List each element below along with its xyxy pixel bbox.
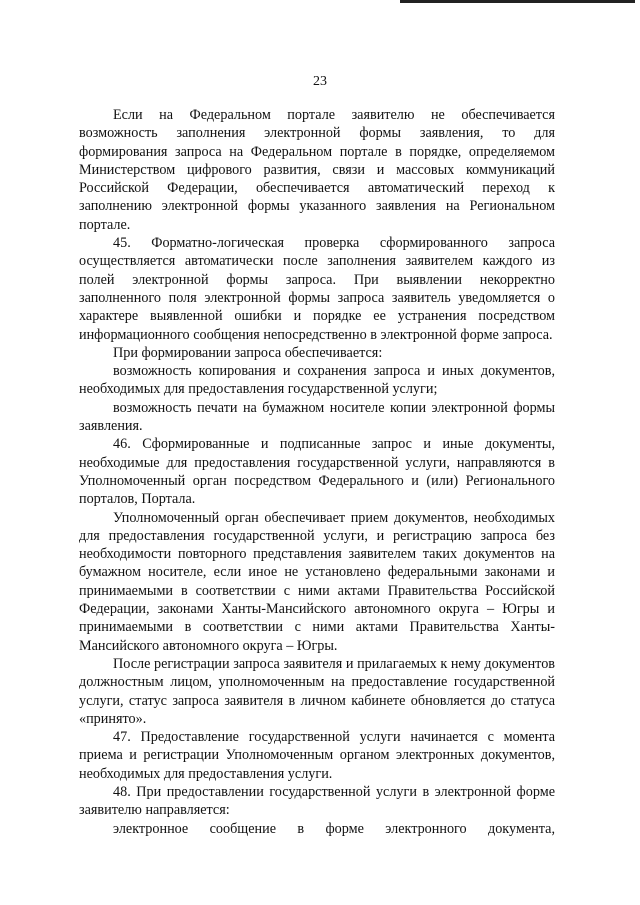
paragraph: При формировании запроса обеспечивается: bbox=[113, 344, 383, 361]
paragraph: возможность печати на бумажном носителе копии электронной формы заявления. bbox=[79, 399, 555, 435]
paragraph: Если на Федеральном портале заявителю не обеспечивается возможность заполнения электронной формы заявления, то для формирования запроса на Федеральном портале в порядке, определяемом Министерством цифрового развития, связи и массовых коммуникаций Российской Федерации, обеспечивается автоматический переход к заполнению электронной формы указанного заявления на Региональном портале. bbox=[79, 107, 555, 233]
paragraph: 46. Сформированные и подписанные запрос и иные документы, необходимые для предоставления государственной услуги, направляются в Уполномоченный орган посредством Федерального и (или) Регионального порталов, Портала. bbox=[79, 436, 555, 508]
paragraph: После регистрации запроса заявителя и прилагаемых к нему документов должностным лицом, уполномоченным на предоставление государственной услуги, статус запроса заявителя в личном кабинете обновляется до статуса «принято». bbox=[79, 655, 555, 727]
document-body bbox=[79, 106, 555, 838]
paragraph: 47. Предоставление государственной услуги начинается с момента приема и регистрации Уполномоченным органом электронных документов, необходимых для предоставления услуги. bbox=[79, 729, 555, 782]
paragraph: возможность копирования и сохранения запроса и иных документов, необходимых для предоставления государственной услуги; bbox=[79, 363, 555, 398]
paragraph: 48. При предоставлении государственной услуги в электронной форме заявителю направляется: bbox=[79, 783, 555, 819]
paragraph: электронное сообщение в форме электронного документа, bbox=[113, 820, 555, 837]
page-number: 23 bbox=[313, 74, 327, 89]
paragraph: Уполномоченный орган обеспечивает прием документов, необходимых для предоставления государственной услуги, и регистрацию запроса без необходимости повторного представления заявителем таких документов на бумажном носителе, если иное не установлено федеральными законами и принимаемыми в соответствии с ними актами Правительства Российской Федерации, законами Ханты-Мансийского автономного округа – Югры и принимаемыми в соответствии с ними актами Правительства Ханты-Мансийского автономного округа – Югры. bbox=[79, 509, 555, 654]
top-rule bbox=[400, 0, 635, 3]
paragraph: 45. Форматно-логическая проверка сформированного запроса осуществляется автоматически после заполнения заявителем каждого из полей электронной формы запроса. При выявлении некорректно заполненного поля электронной формы запроса заявитель уведомляется о характере выявленной ошибки и порядке ее устранения посредством информационного сообщения непосредственно в электронной форме запроса. bbox=[79, 235, 555, 343]
